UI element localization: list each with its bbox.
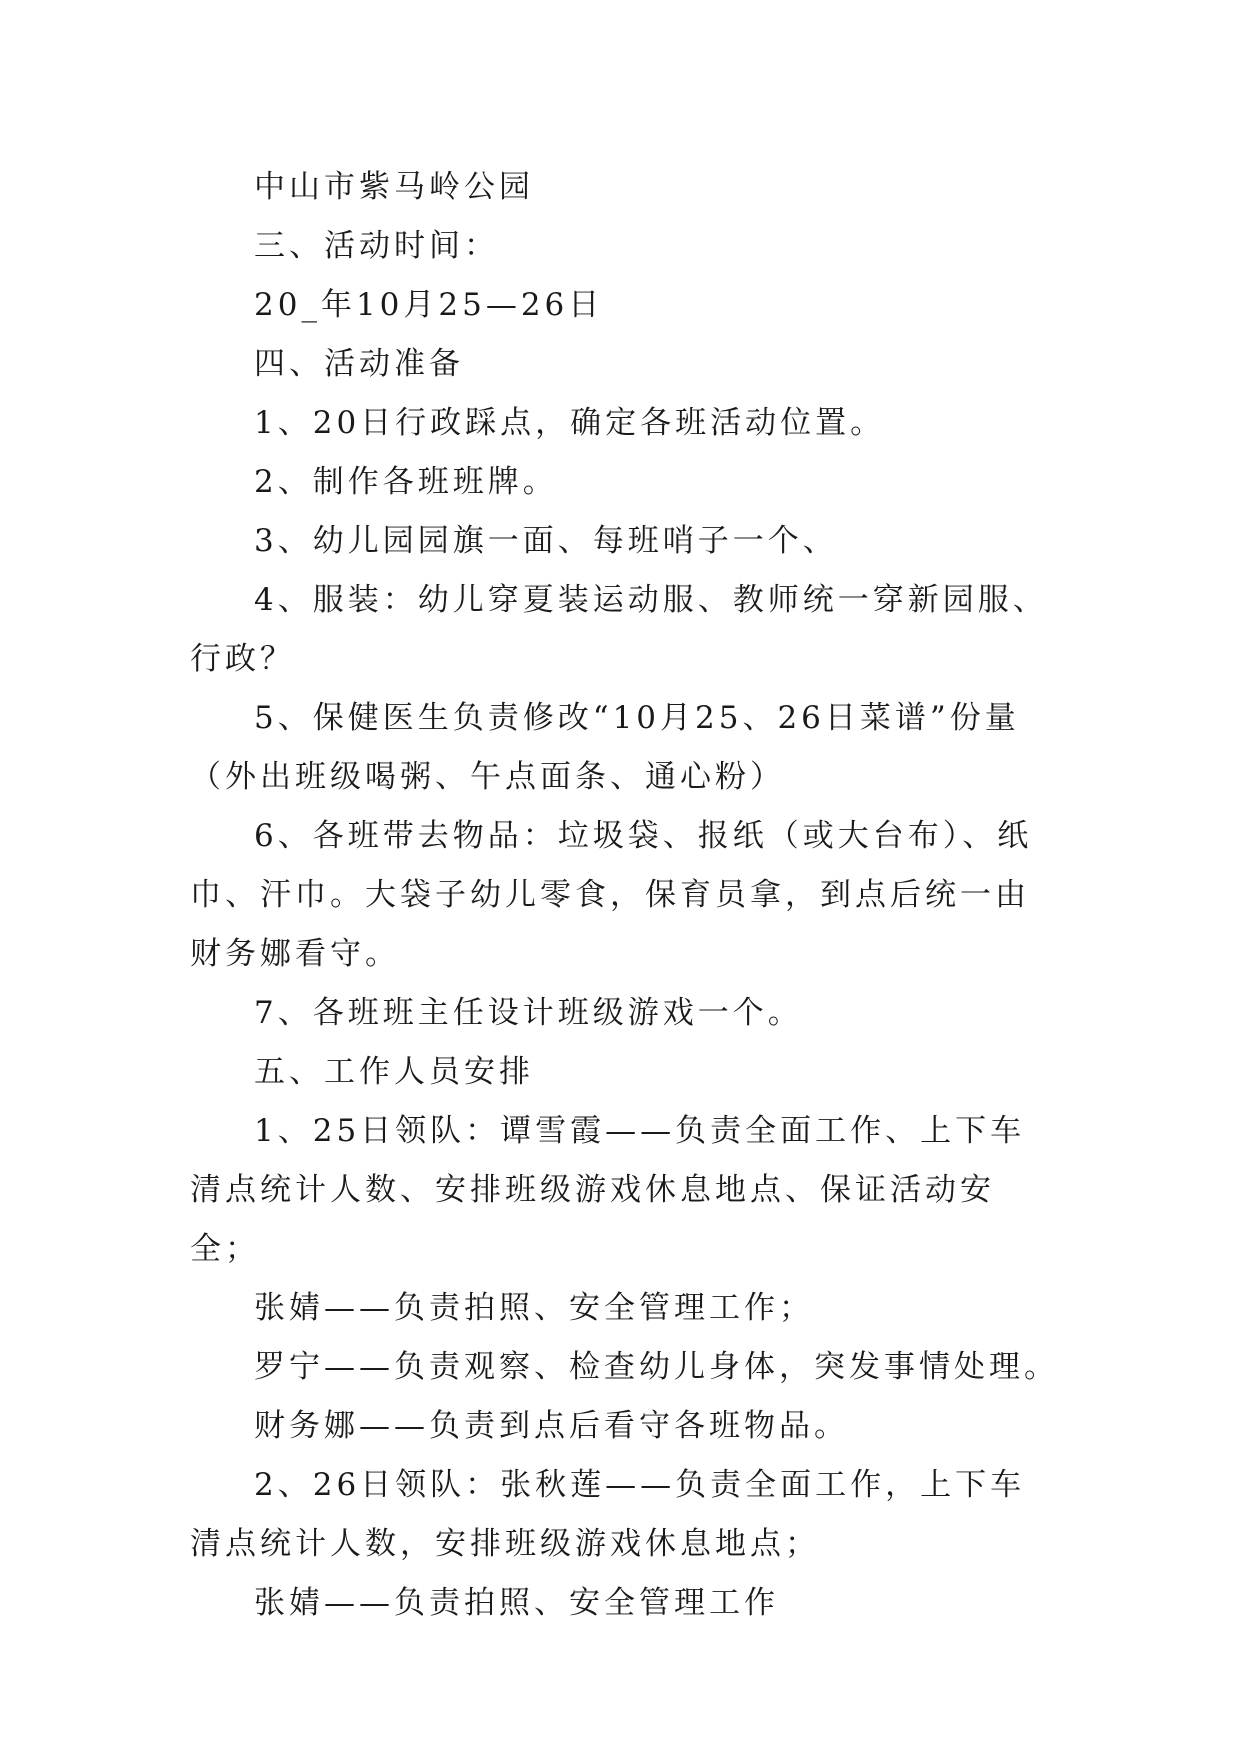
paragraph-prep-item-2: 2、制作各班班牌。	[254, 464, 558, 500]
paragraph-staff-day-26: 2、26日领队：张秋莲——负责全面工作，上下车清点统计人数，安排班级游戏休息地点；	[190, 1467, 1026, 1562]
paragraph-prep-item-6: 6、各班带去物品：垃圾袋、报纸（或大台布）、纸巾、汗巾。大袋子幼儿零食，保育员拿，到点后统一由财务娜看守。	[190, 818, 1033, 972]
document-body	[190, 158, 1060, 1633]
heading-activity-time: 三、活动时间：	[254, 228, 499, 264]
paragraph-prep-item-4: 4、服装：幼儿穿夏装运动服、教师统一穿新园服、行政？	[190, 582, 1048, 677]
paragraph-staff-health-25: 罗宁——负责观察、检查幼儿身体，突发事情处理。	[254, 1349, 1059, 1385]
paragraph-staff-photo-25: 张婧——负责拍照、安全管理工作；	[254, 1290, 814, 1326]
paragraph-staff-finance-25: 财务娜——负责到点后看守各班物品。	[254, 1408, 849, 1444]
paragraph-location: 中山市紫马岭公园	[254, 169, 534, 205]
paragraph-prep-item-5: 5、保健医生负责修改“10月25、26日菜谱”份量（外出班级喝粥、午点面条、通心粉）	[190, 700, 1020, 795]
heading-activity-preparation: 四、活动准备	[254, 346, 464, 382]
paragraph-prep-item-7: 7、各班班主任设计班级游戏一个。	[254, 995, 803, 1031]
paragraph-prep-item-1: 1、20日行政踩点，确定各班活动位置。	[254, 405, 886, 441]
paragraph-staff-photo-26: 张婧——负责拍照、安全管理工作	[254, 1585, 779, 1621]
paragraph-staff-day-25: 1、25日领队：谭雪霞——负责全面工作、上下车清点统计人数、安排班级游戏休息地点、保证活动安全；	[190, 1113, 1026, 1267]
heading-staff-arrangement: 五、工作人员安排	[254, 1054, 534, 1090]
paragraph-prep-item-3: 3、幼儿园园旗一面、每班哨子一个、	[254, 523, 838, 559]
paragraph-activity-date: 20_年10月25—26日	[254, 287, 604, 323]
